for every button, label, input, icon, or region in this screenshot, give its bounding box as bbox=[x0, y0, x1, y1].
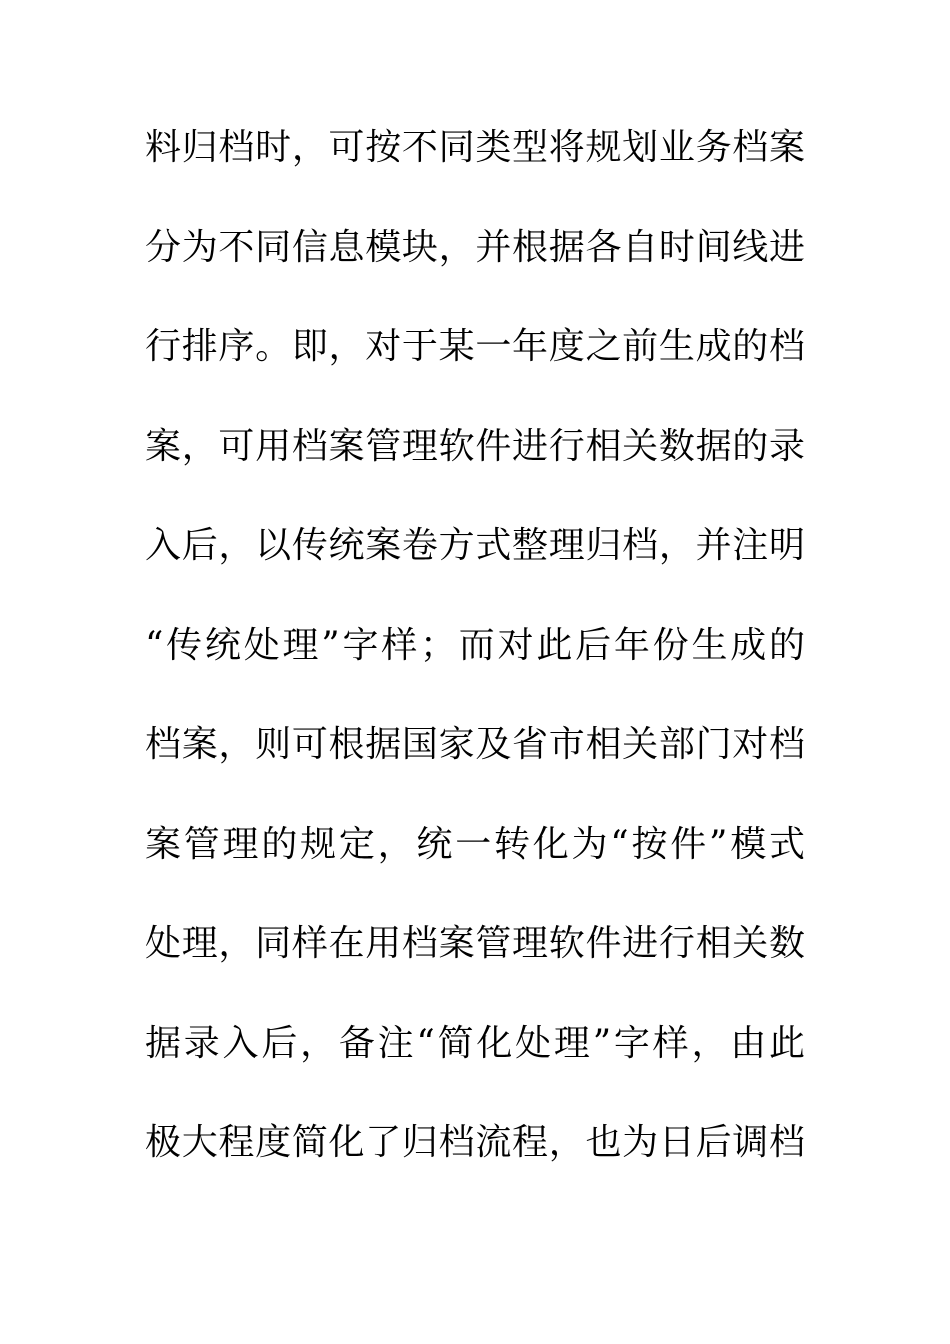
text-line: 案，可用档案管理软件进行相关数据的录 bbox=[145, 425, 805, 467]
text-line: 行排序。即，对于某一年度之前生成的档 bbox=[145, 326, 805, 367]
text-line: “传统处理”字样；而对此后年份生成的 bbox=[145, 624, 805, 666]
text-line: 处理，同样在用档案管理软件进行相关数 bbox=[145, 923, 805, 964]
text-line: 档案，则可根据国家及省市相关部门对档 bbox=[145, 724, 805, 765]
text-line: 分为不同信息模块，并根据各自时间线进 bbox=[145, 226, 805, 268]
text-line: 据录入后，备注“简化处理”字样，由此 bbox=[145, 1022, 805, 1064]
text-line: 入后，以传统案卷方式整理归档，并注明 bbox=[145, 525, 805, 566]
text-line: 案管理的规定，统一转化为“按件”模式 bbox=[145, 823, 805, 865]
text-line: 极大程度简化了归档流程，也为日后调档 bbox=[145, 1122, 805, 1163]
body-text bbox=[145, 121, 805, 1216]
text-line: 料归档时，可按不同类型将规划业务档案 bbox=[145, 127, 805, 168]
